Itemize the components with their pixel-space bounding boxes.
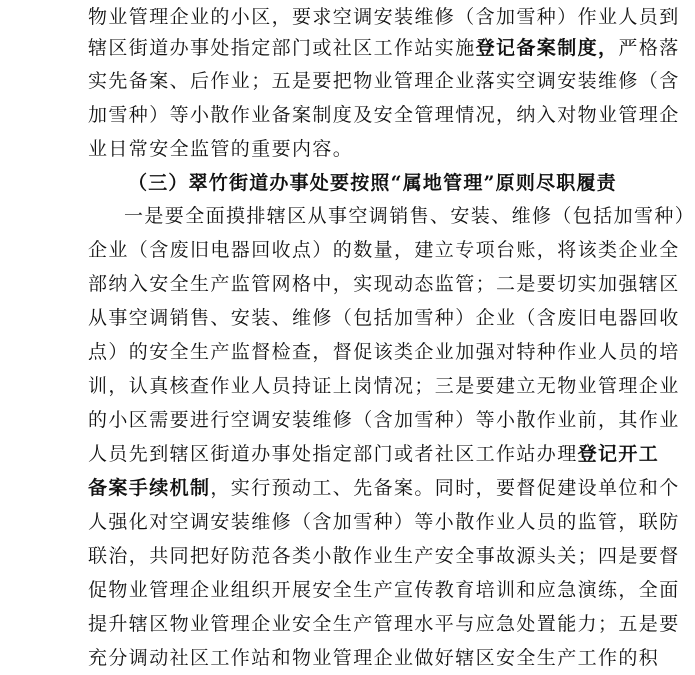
paragraph-line — [88, 403, 680, 437]
paragraph-line — [88, 64, 680, 98]
line-text: 严格落 — [618, 37, 680, 59]
line-text: 的小区需要进行空调安装维修（含加雪种）等小散作业前，其作业 — [88, 409, 680, 431]
paragraph-line — [88, 573, 680, 607]
line-text: 人强化对空调安装维修（含加雪种）等小散作业人员的监管，联防 — [88, 511, 680, 533]
paragraph-line — [88, 471, 680, 505]
bold-text: 备案手续机制 — [88, 477, 211, 499]
paragraph-line — [88, 607, 680, 641]
line-text: ，实行预动工、先备案。同时，要督促建设单位和个 — [210, 477, 680, 499]
line-text: 人员先到辖区街道办事处指定部门或者社区工作站办理 — [88, 443, 578, 465]
paragraph-line — [124, 199, 695, 233]
heading-text: （三）翠竹街道办事处要按照“属地管理”原则尽职履责 — [128, 172, 617, 194]
line-text: 业日常安全监管的重要内容。 — [88, 138, 354, 160]
paragraph-line — [88, 539, 680, 573]
paragraph-line — [88, 335, 680, 369]
line-text: 提升辖区物业管理企业安全生产管理水平与应急处置能力；五是要 — [88, 613, 680, 635]
paragraph-line — [88, 437, 660, 471]
line-text: 点）的安全生产监督检查，督促该类企业加强对特种作业人员的培 — [88, 341, 680, 363]
line-text: 实先备案、后作业；五是要把物业管理企业落实空调安装维修（含 — [88, 70, 680, 92]
paragraph-line — [88, 505, 680, 539]
line-text: 加雪种）等小散作业备案制度及安全管理情况，纳入对物业管理企 — [88, 104, 680, 126]
bold-text: 登记开工 — [577, 443, 660, 465]
line-text: 联治，共同把好防范各类小散作业生产安全事故源头关；四是要督 — [88, 545, 680, 567]
paragraph-line — [88, 267, 680, 301]
line-text: 促物业管理企业组织开展安全生产宣传教育培训和应急演练，全面 — [88, 579, 680, 601]
line-text: 辖区街道办事处指定部门或社区工作站实施 — [88, 37, 476, 59]
line-text: 从事空调销售、安装、维修（包括加雪种）企业（含废旧电器回收 — [88, 307, 680, 329]
paragraph-line — [88, 98, 680, 132]
paragraph-line — [88, 0, 680, 34]
paragraph-line — [88, 233, 680, 267]
paragraph-line — [88, 641, 660, 675]
bold-text: 登记备案制度， — [475, 37, 619, 59]
paragraph-line — [88, 301, 680, 335]
line-text: 物业管理企业的小区，要求空调安装维修（含加雪种）作业人员到 — [88, 6, 680, 28]
line-text: 部纳入安全生产监管网格中，实现动态监管；二是要切实加强辖区 — [88, 273, 680, 295]
line-text: 训，认真核查作业人员持证上岗情况；三是要建立无物业管理企业 — [88, 375, 680, 397]
paragraph-line — [88, 31, 680, 65]
line-text: 充分调动社区工作站和物业管理企业做好辖区安全生产工作的积 — [88, 647, 660, 669]
section-heading — [128, 166, 617, 200]
line-text: 企业（含废旧电器回收点）的数量，建立专项台账，将该类企业全 — [88, 239, 680, 261]
paragraph-line — [88, 132, 608, 166]
line-text: 一是要全面摸排辖区从事空调销售、安装、维修（包括加雪种） — [124, 205, 695, 227]
paragraph-line — [88, 369, 680, 403]
